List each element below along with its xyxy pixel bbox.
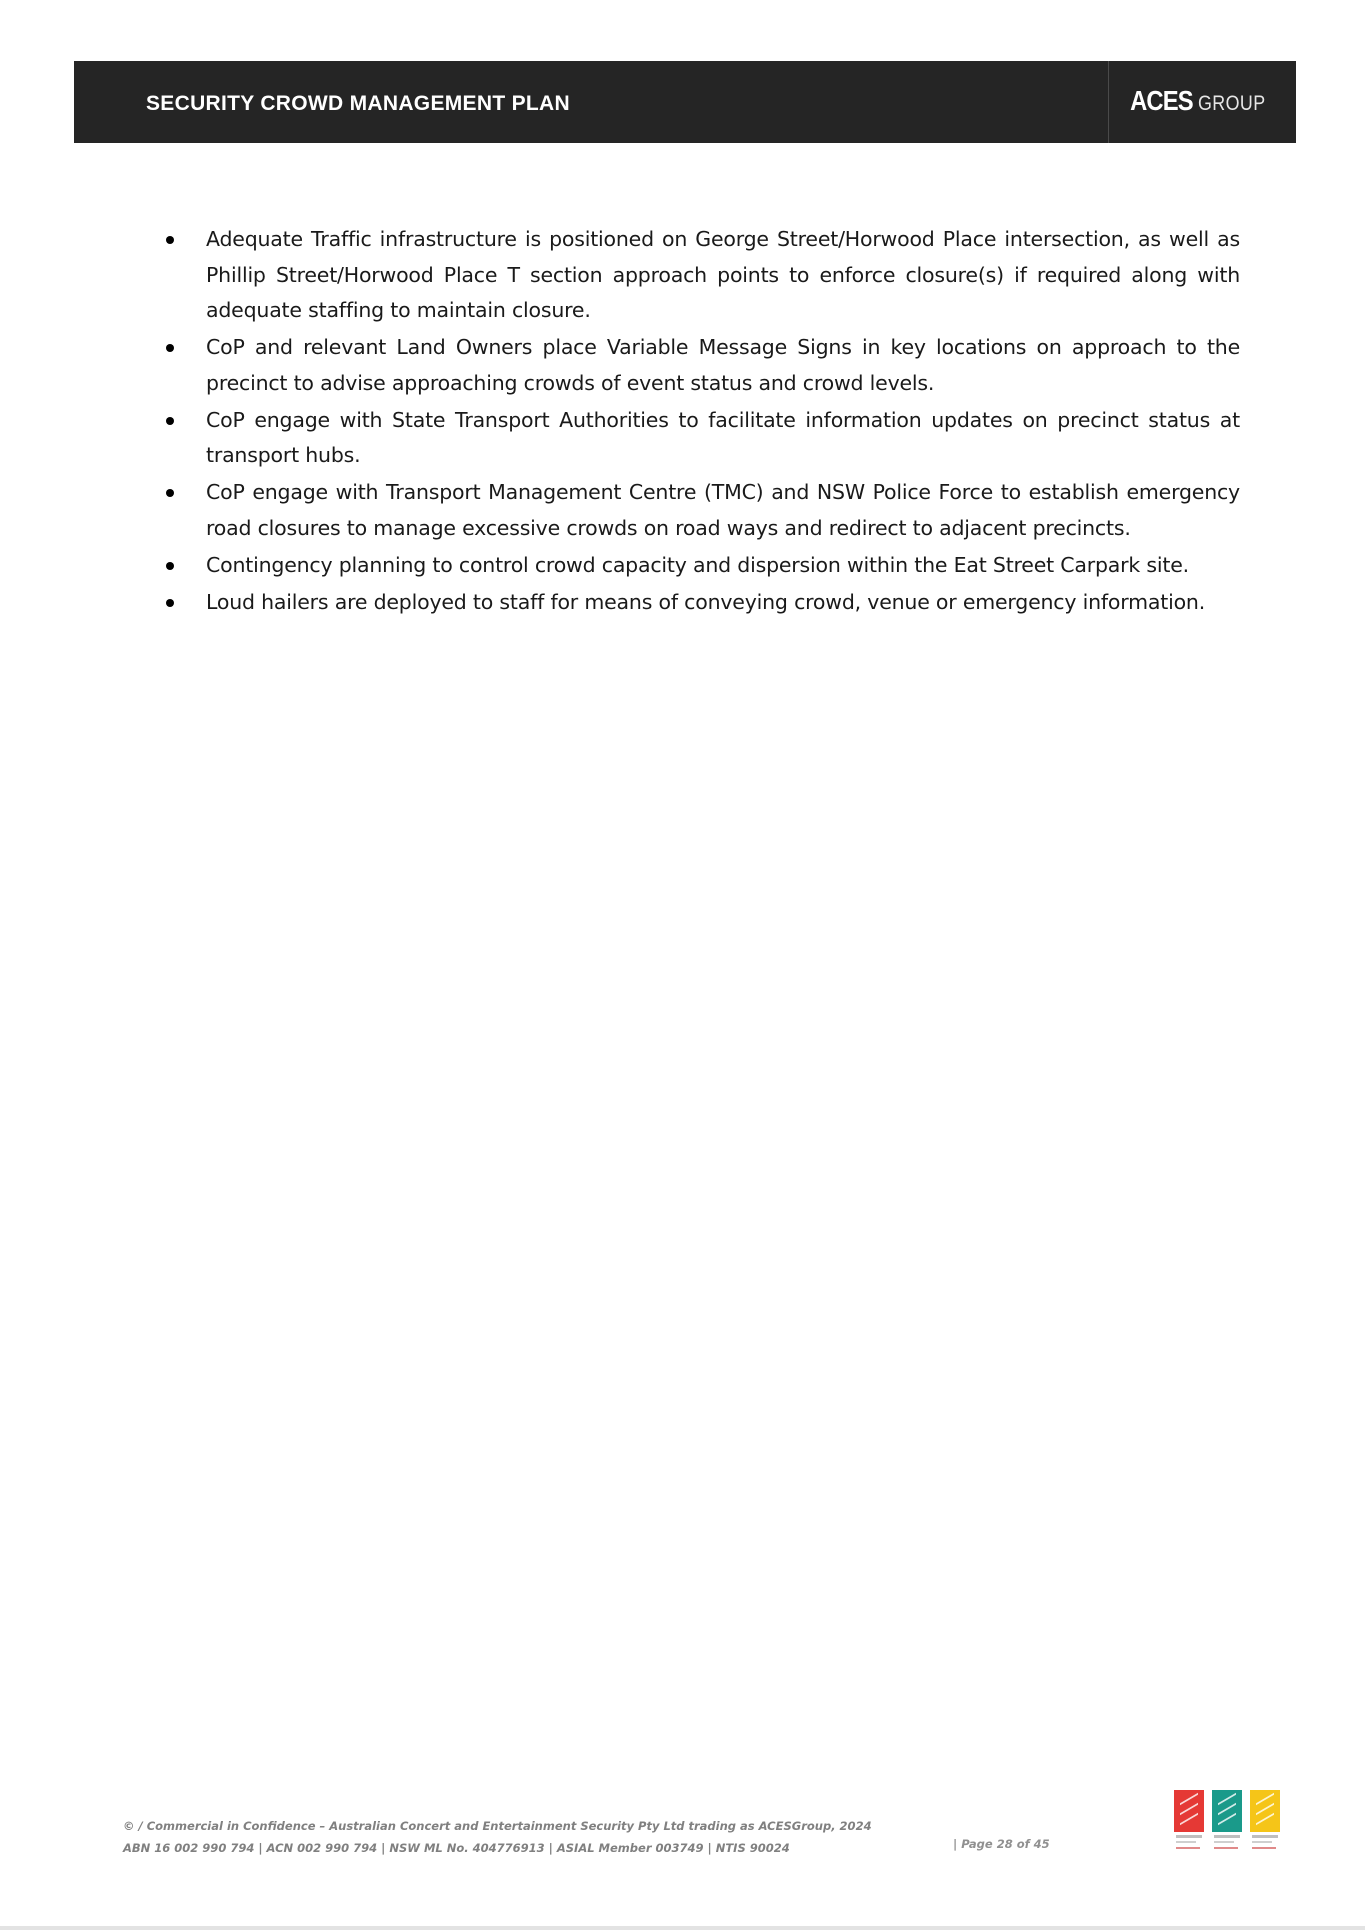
- logo-sub-text: GROUP: [1198, 92, 1267, 115]
- bullet-icon: [166, 562, 174, 570]
- list-item: CoP engage with Transport Management Centre (TMC) and NSW Police Force to establish emergency road closures to manage excessive crowds on road ways and redirect to adjacent precincts.: [160, 475, 1240, 546]
- list-item: Adequate Traffic infrastructure is positioned on George Street/Horwood Place intersection, as well as Phillip Street/Horwood Place T section approach points to enforce closure(s) if required along with adequate staffing to maintain closure.: [160, 222, 1240, 329]
- footer-legal: [123, 1815, 872, 1859]
- ohs-certification-icon: [1250, 1790, 1280, 1852]
- bullet-list: [160, 222, 1240, 620]
- quality-certification-icon: [1174, 1790, 1204, 1852]
- list-item: Loud hailers are deployed to staff for means of conveying crowd, venue or emergency information.: [160, 585, 1240, 621]
- list-item: CoP engage with State Transport Authorities to facilitate information updates on precinct status at transport hubs.: [160, 403, 1240, 474]
- bullet-icon: [166, 344, 174, 352]
- list-item: Contingency planning to control crowd capacity and dispersion within the Eat Street Carpark site.: [160, 548, 1240, 584]
- bullet-icon: [166, 599, 174, 607]
- body-content: [160, 222, 1240, 622]
- list-item: CoP and relevant Land Owners place Variable Message Signs in key locations on approach to the precinct to advise approaching crowds of event status and crowd levels.: [160, 330, 1240, 401]
- header-divider: [1108, 61, 1109, 143]
- page-bottom-edge: [0, 1926, 1365, 1930]
- footer-confidentiality: © / Commercial in Confidence – Australian Concert and Entertainment Security Pty Ltd trading as ACESGroup, 2024: [123, 1819, 872, 1833]
- bullet-icon: [166, 417, 174, 425]
- logo-main-text: ACES: [1129, 85, 1193, 116]
- bullet-icon: [166, 489, 174, 497]
- page-header: [74, 61, 1296, 143]
- aces-group-logo: [1119, 85, 1272, 117]
- footer-registration: ABN 16 002 990 794 | ACN 002 990 794 | NSW ML No. 404776913 | ASIAL Member 003749 | NTIS 90024: [123, 1841, 790, 1855]
- environment-certification-icon: [1212, 1790, 1242, 1852]
- bullet-icon: [166, 236, 174, 244]
- page-number: | Page 28 of 45: [953, 1837, 1050, 1851]
- certification-badges: [1174, 1790, 1280, 1852]
- document-title: SECURITY CROWD MANAGEMENT PLAN: [146, 92, 570, 115]
